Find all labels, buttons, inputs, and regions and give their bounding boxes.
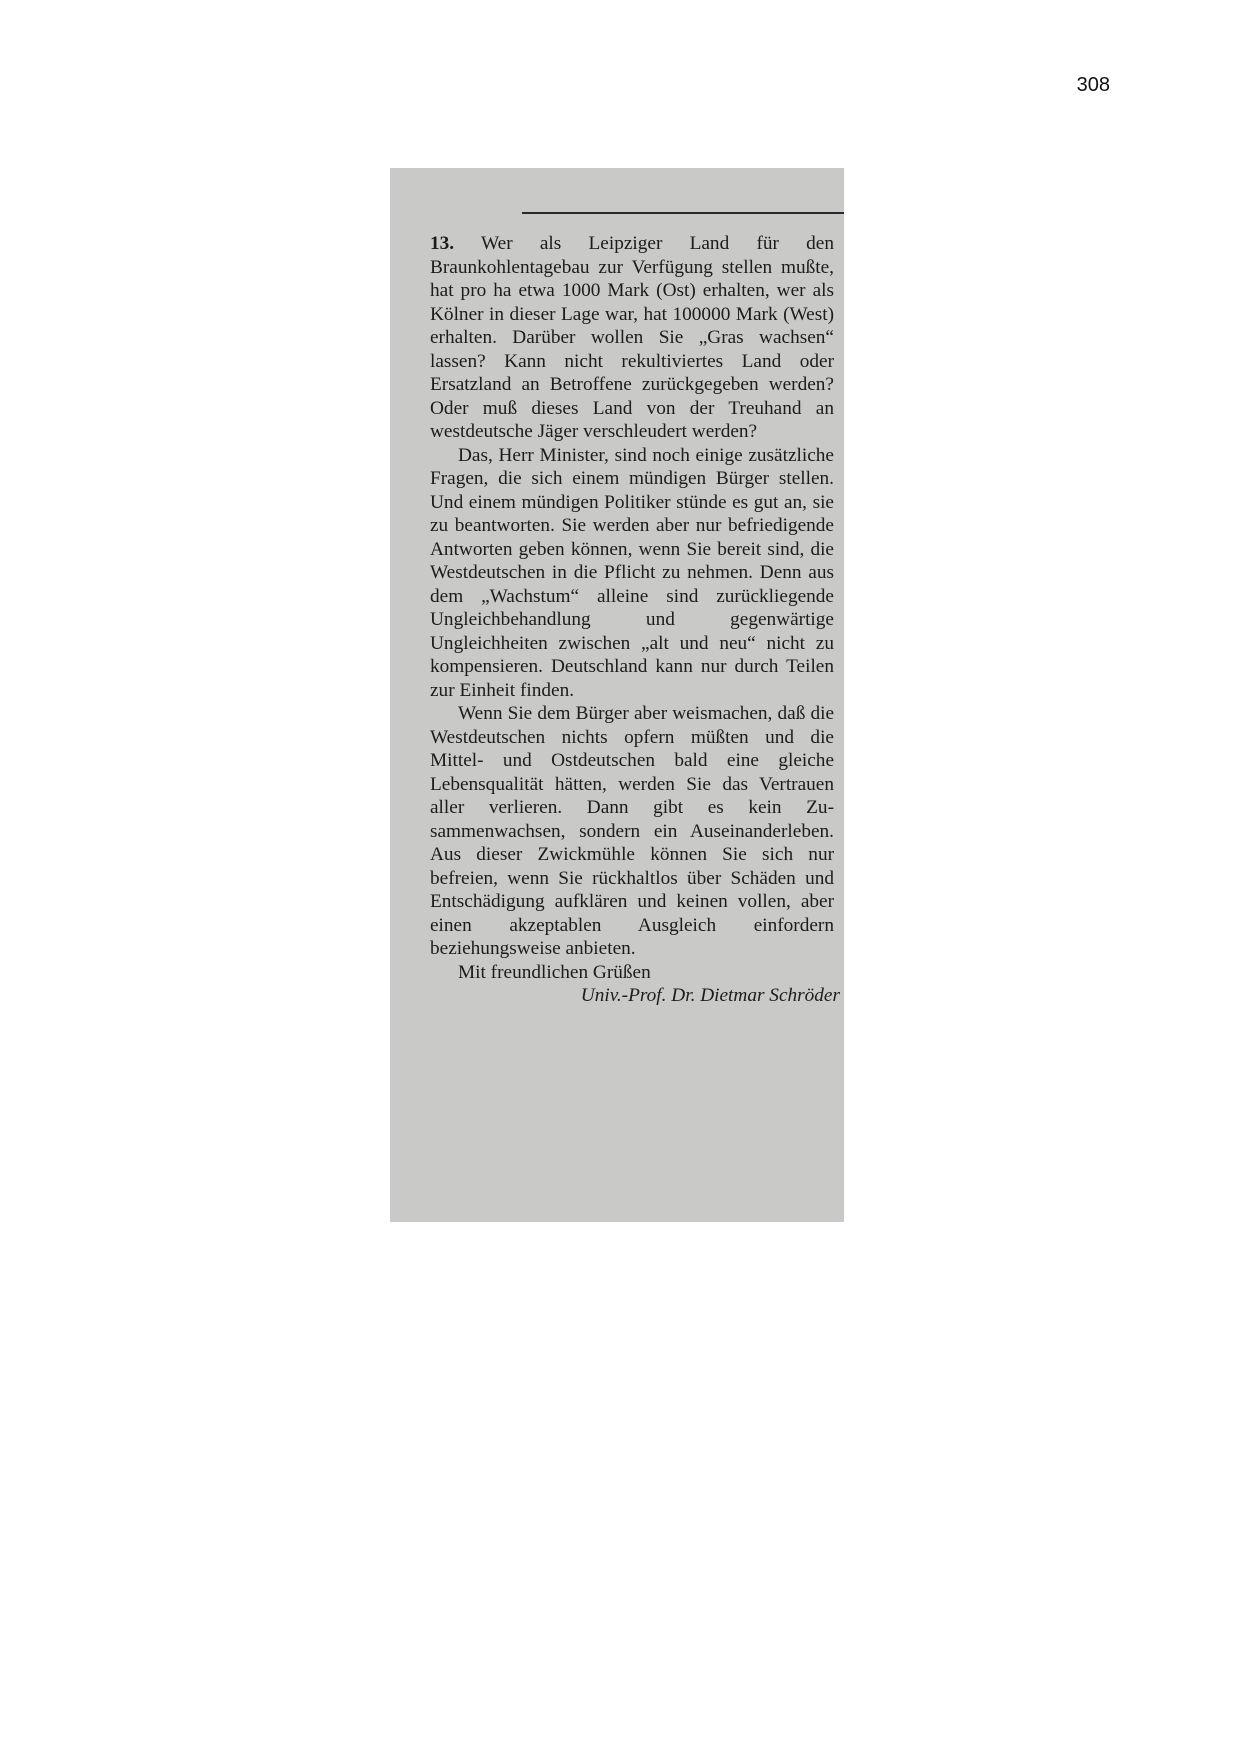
author-signature: Univ.-Prof. Dr. Dietmar Schröder [580,985,840,1006]
letter-paragraph: Wenn Sie dem Bürger aber weismachen, daß die Westdeutschen nichts opfern müßten und die Mittel- und Ostdeutschen bald eine gleiche Lebensqualität hätten, werden Sie das Vertrauen aller verlieren. Dann gibt es kein Zusammenwachsen, sondern ein Auseinanderleben. Aus dieser Zwickmühle können Sie sich nur befreien, wenn Sie rückhaltlos über Schäden und Entschädigung aufklären und keinen vollen, aber einen akzeptablen Ausgleich einfordern beziehungsweise anbieten. [430,703,834,959]
page-number: 308 [1076,74,1110,96]
letter-paragraph-13 [430,232,834,444]
paragraph-text: Wer als Leipziger Land für den Braunkohlentagebau zur Verfügung stellen mußte, hat pro ha etwa 1000 Mark (Ost) erhalten, wer als Kölner in dieser Lage war, hat 100000 Mark (West) erhalten. Darüber wollen Sie „Gras wachsen“ lassen? Kann nicht rekultiviertes Land oder Ersatzland an Betroffene zurückgegeben werden? Oder muß dieses Land von der Treuhand an westdeutsche Jäger verschleudert werden? [430,233,834,442]
newspaper-clipping [390,168,844,1222]
item-number: 13. [430,233,455,254]
letter-paragraph: Das, Herr Minister, sind noch einige zusätzliche Fragen, die sich einem mündigen Bürger stellen. Und einem mündigen Politiker stünde es gut an, sie zu beantworten. Sie werden aber nur befriedigende Antworten geben können, wenn Sie bereit sind, die Westdeutschen in die Pflicht zu nehmen. Denn aus dem „Wachstum“ alleine sind zurückliegende Ungleichbehandlung und gegenwärtige Ungleichheiten zwischen „alt und neu“ nicht zu kompensieren. Deutschland kann nur durch Teilen zur Einheit finden. [430,444,834,701]
closing-salutation: Mit freundlichen Grüßen [458,961,651,983]
column-rule [522,212,844,214]
